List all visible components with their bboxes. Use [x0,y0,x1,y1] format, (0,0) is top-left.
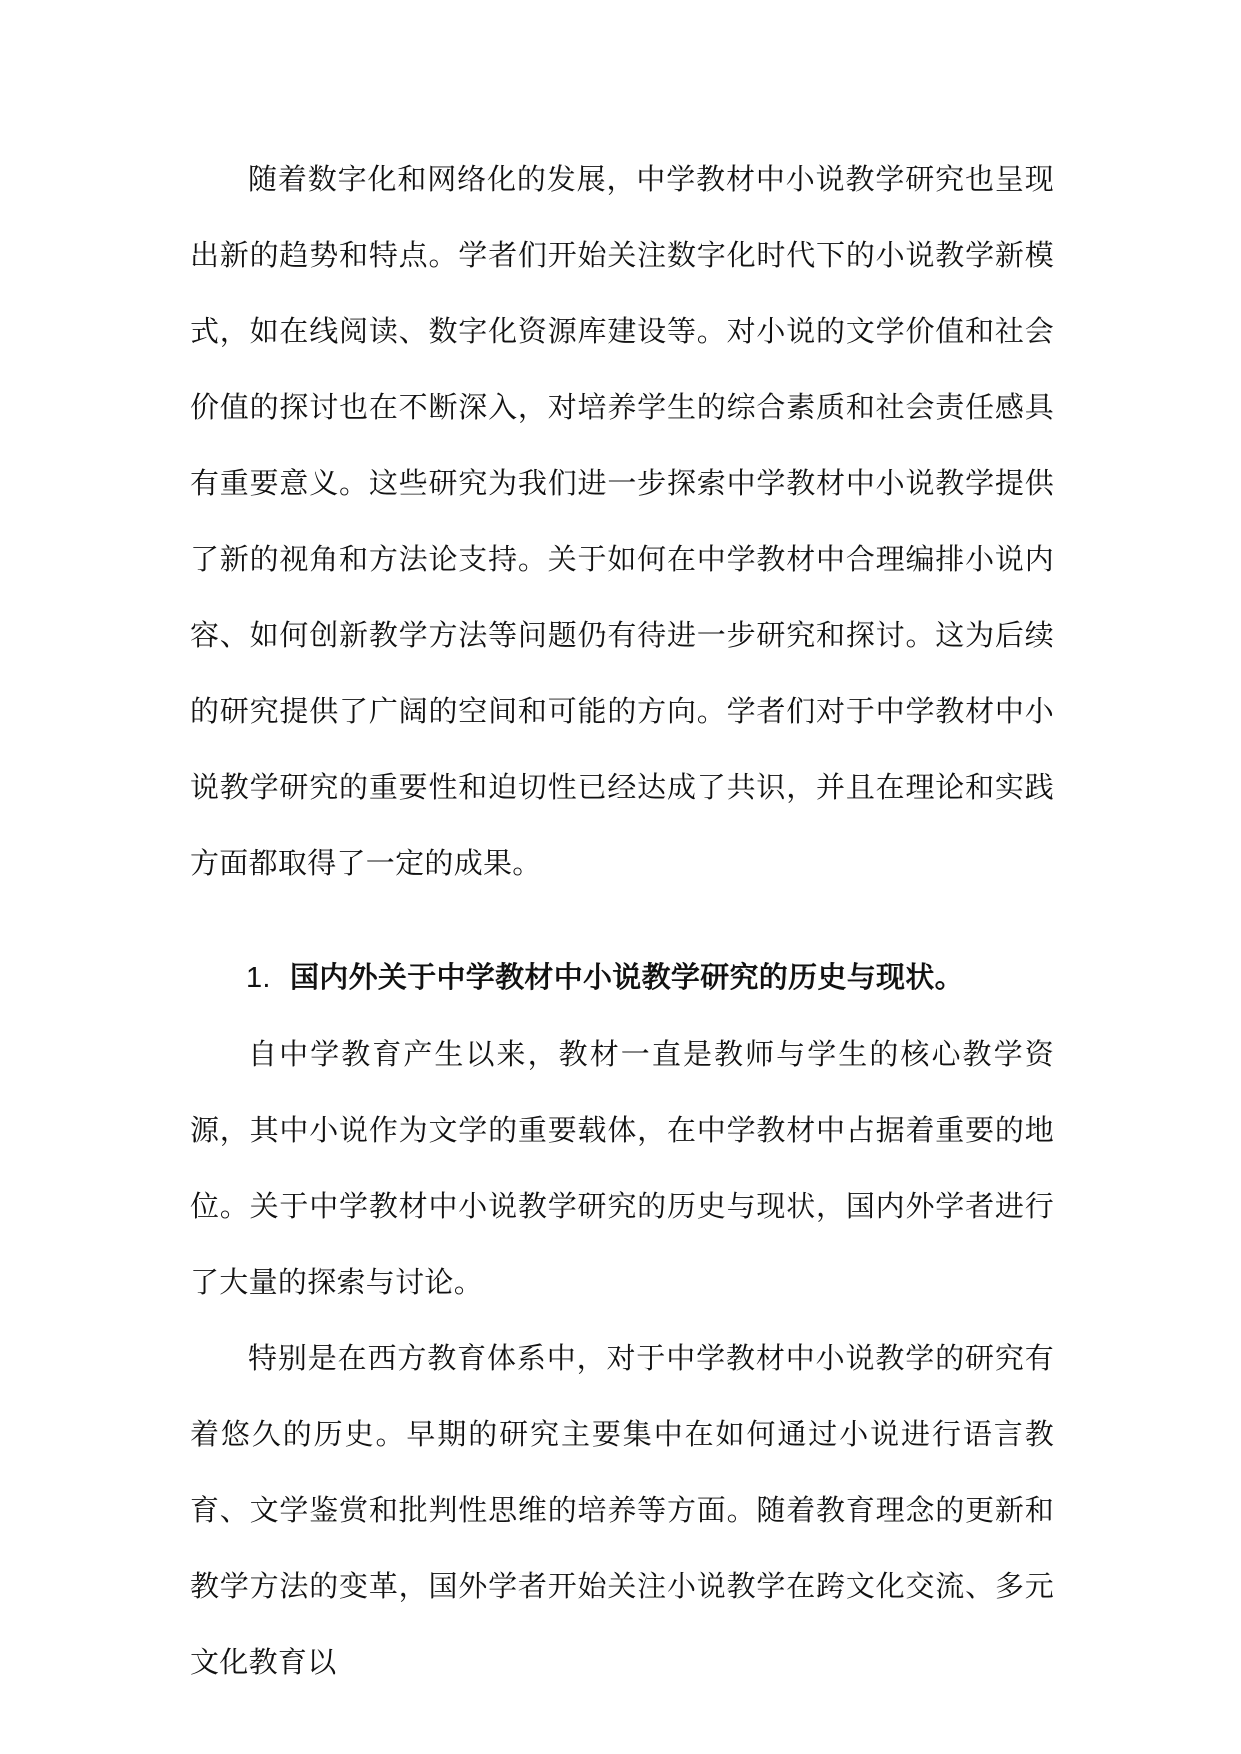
section-heading-number: 1. [246,962,271,994]
section-heading [190,939,1054,1016]
document-body [190,141,1054,1700]
paragraph-digitalization-trends: 随着数字化和网络化的发展，中学教材中小说教学研究也呈现出新的趋势和特点。学者们开始关注数字化时代下的小说教学新模式，如在线阅读、数字化资源库建设等。对小说的文学价值和社会价值的探讨也在不断深入，对培养学生的综合素质和社会责任感具有重要意义。这些研究为我们进一步探索中学教材中小说教学提供了新的视角和方法论支持。关于如何在中学教材中合理编排小说内容、如何创新教学方法等问题仍有待进一步研究和探讨。这为后续的研究提供了广阔的空间和可能的方向。学者们对于中学教材中小说教学研究的重要性和迫切性已经达成了共识，并且在理论和实践方面都取得了一定的成果。 [190,162,1054,880]
section-heading-text: 国内外关于中学教材中小说教学研究的历史与现状。 [290,960,964,994]
paragraph-history-overview: 自中学教育产生以来，教材一直是教师与学生的核心教学资源，其中小说作为文学的重要载体，在中学教材中占据着重要的地位。关于中学教材中小说教学研究的历史与现状，国内外学者进行了大量的探索与讨论。 [190,1037,1054,1299]
paragraph-western-research: 特别是在西方教育体系中，对于中学教材中小说教学的研究有着悠久的历史。早期的研究主要集中在如何通过小说进行语言教育、文学鉴赏和批判性思维的培养等方面。随着教育理念的更新和教学方法的变革，国外学者开始关注小说教学在跨文化交流、多元文化教育以 [190,1341,1054,1679]
